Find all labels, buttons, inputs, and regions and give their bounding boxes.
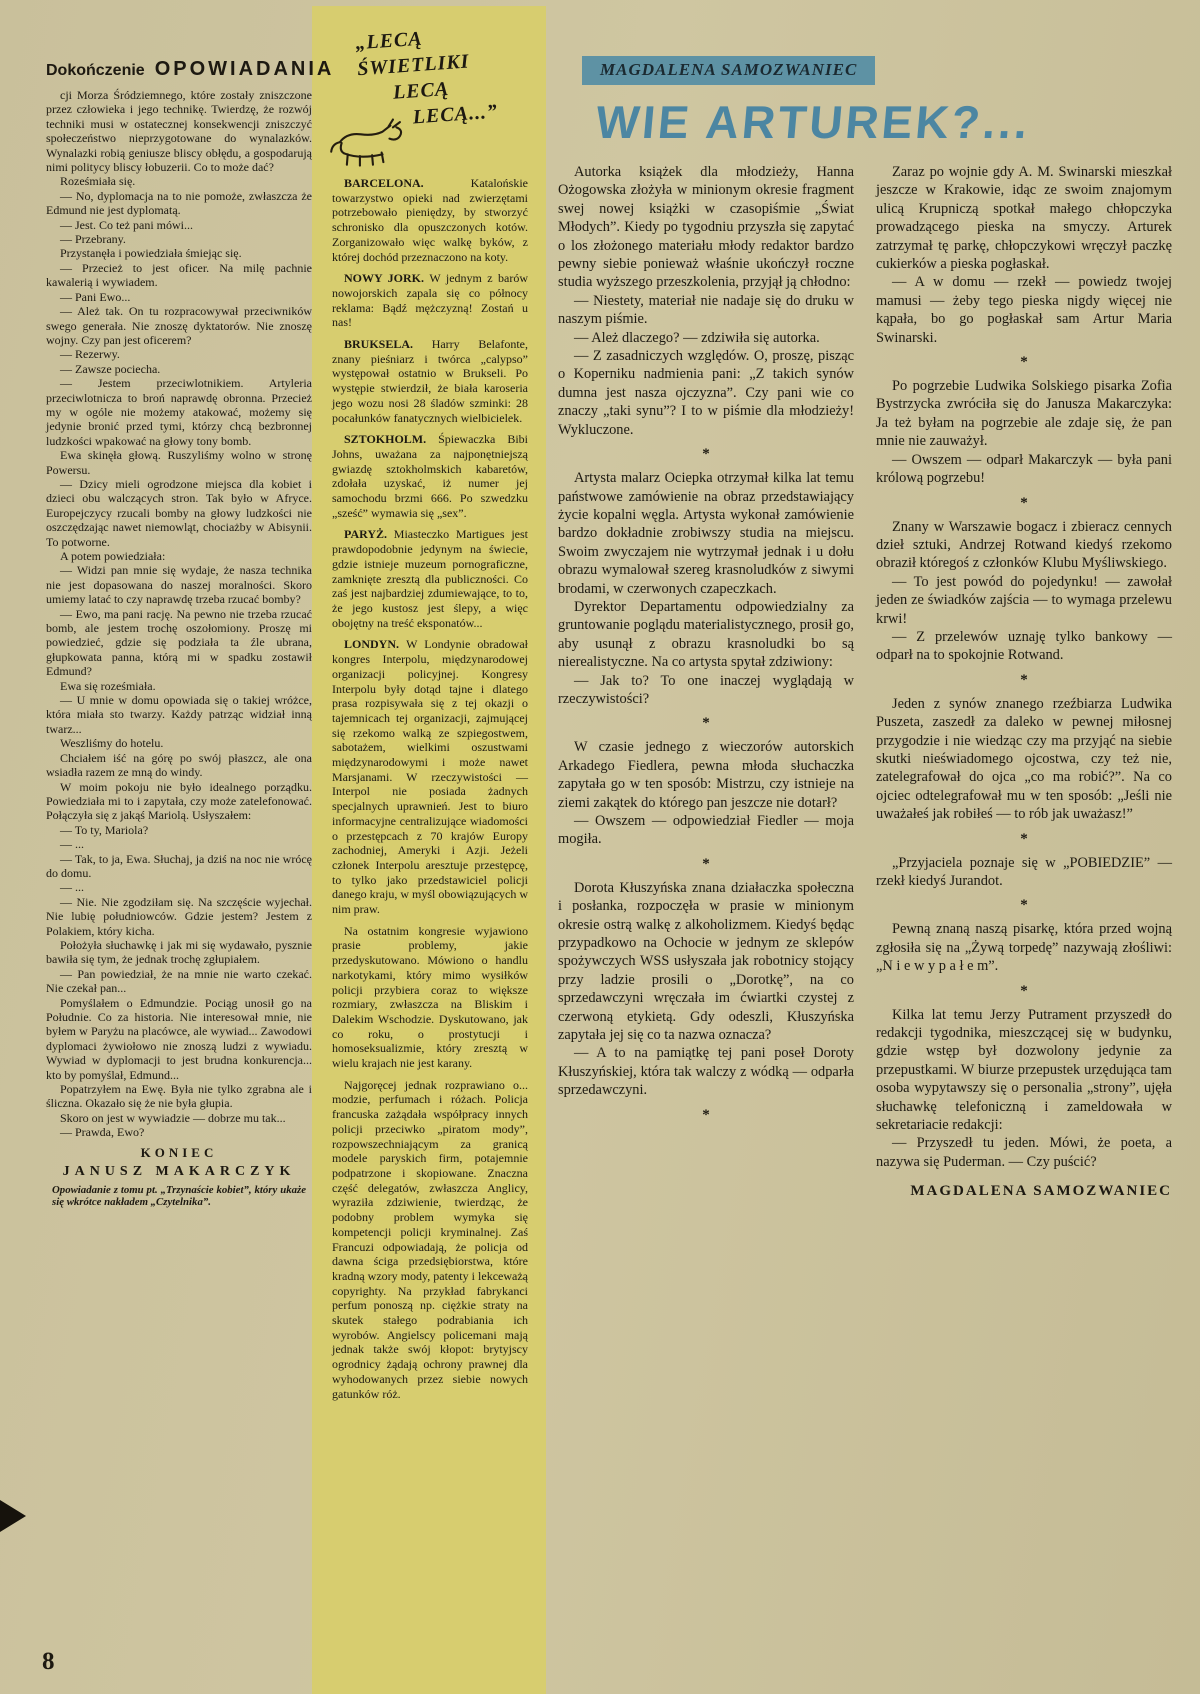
paragraph: — Tak, to ja, Ewa. Słuchaj, ja dziś na noc nie wrócę do domu.: [46, 851, 312, 880]
paragraph: — A to na pamiątkę tej pani poseł Doroty Kłuszyńskiej, która tak walczy z wódką — odparła sprzedawczyni.: [558, 1045, 854, 1099]
paragraph: — Owszem — odparł Makarczyk — była pani królową pogrzebu!: [876, 451, 1172, 487]
paragraph: Przystanęła i powiedziała śmiejąc się.: [60, 246, 242, 261]
star-separator: *: [1020, 897, 1028, 914]
feature-title: WIE ARTUREK?...: [593, 96, 1033, 148]
paragraph: — Niestety, materiał nie nadaje się do druku w naszym piśmie.: [558, 292, 854, 328]
news-title-line-2: LECĄ: [392, 77, 450, 104]
paragraph: — Z przelewów uznaję tylko bankowy — odparł na to spokojnie Rotwand.: [876, 628, 1172, 664]
paragraph: Skoro on jest w wywiadzie — dobrze mu tak...: [60, 1110, 286, 1125]
paragraph: Pomyślałem o Edmundzie. Pociąg unosił go na Południe. Co za historia. Nie interesował mnie, nie byłem w Paryżu na placówce, ale wywiad... Zawodowi dyplomaci żywiołowo nie znoszą ludzi z wywiadu. Wywiad w dyplomacji to jest brudna konkurencja... kto by pomyślał, Edmund...: [46, 995, 312, 1082]
paragraph: Dyrektor Departamentu odpowiedzialny za gruntowanie poglądu materialistycznego, prosił go, aby usunął z obrazu krasnoludki bo są nierealistyczne. Na co artysta spytał zdziwiony:: [558, 598, 854, 671]
paragraph: — Jest. Co też pani mówi...: [60, 217, 193, 232]
paragraph: Chciałem iść na górę po swój płaszcz, ale ona wsiadła razem ze mną do windy.: [46, 750, 312, 780]
news-item: PARYŻ. Miasteczko Martigues jest prawdopodobnie jedynym na świecie, gdzie istnieje muzeum pornograficzne, zamknięte zresztą dla publiczności. Co zaś jest najbardziej zdumiewające, to to, że jego kustosz jest ślepy, a więc obojętny na treść eksponatów...: [332, 527, 528, 630]
paragraph: — Ależ dlaczego? — zdziwiła się autorka.: [574, 329, 820, 346]
news-title-line-1: „LECĄ ŚWIETLIKI: [354, 27, 471, 81]
story-footnote: Opowiadanie z tomu pt. „Trzynaście kobiet”, który ukaże się wkrótce nakładem „Czytelnika”.: [52, 1183, 306, 1209]
paragraph: Autorka książek dla młodzieży, Hanna Ożogowska złożyła w minionym okresie fragment swej nowej książki w czasopiśmie „Świat Młodych”. Kiedy po tygodniu przyszła się zapytać o los złożonego materiału młody redaktor bardzo pewny siebie ponieważ właśnie ukończył roczne studia wyższego przeszkolenia, przyjął ją chłodno:: [558, 164, 854, 291]
paragraph: — Rezerwy.: [60, 347, 120, 362]
star-separator: *: [1020, 830, 1028, 847]
paragraph: Znany w Warszawie bogacz i zbieracz cennych dzieł sztuki, Andrzej Rotwand kiedyś rzekomo obraził któregoś z członków Klubu Myśliwskiego.: [876, 518, 1172, 572]
paragraph: — Przecież to jest oficer. Na milę pachnie kawalerią i wywiadem.: [46, 260, 312, 290]
feature-section: [558, 56, 1174, 1200]
paragraph: — Dzicy mieli ogrodzone miejsca dla kobiet i dzieci obu walczących stron. Tak było w Afryce. Europejczycy rzucali bomby na głowy ludzkości nie oszczędzając nawet niemowląt, chociażby w Abisynii. To potworne.: [46, 476, 312, 549]
page-number: 8: [42, 1648, 55, 1675]
paragraph: — Owszem — odpowiedział Fiedler — moja mogiła.: [558, 813, 854, 848]
story-header-prefix: Dokończenie: [46, 62, 145, 79]
paragraph: A potem powiedziała:: [60, 549, 166, 563]
paragraph: — Jestem przeciwlotnikiem. Artyleria przeciwlotnicza to broń naprawdę obronna. Przecież my w ogóle nie możemy atakować, możemy się jedynie bronić przed tymi, którzy chcą bezbronnej ludzkości wpakować na głowy tony bomb.: [46, 376, 312, 448]
star-separator: *: [1020, 354, 1028, 371]
paragraph: Popatrzyłem na Ewę. Była nie tylko zgrabna ale i śliczna. Okazało się że nie była głupia.: [46, 1082, 312, 1111]
paragraph: — To ty, Mariola?: [60, 822, 149, 837]
paragraph: Zaraz po wojnie gdy A. M. Swinarski mieszkał jeszcze w Krakowie, idąc ze swoim znajomym ulicą Krupniczą spotkał małego chłopczyka prowadzącego pieska na smyczy. Arturek zatrzymał tę parkę, chłopczykowi wręczył paczkę cukierków a pieska pogłaskał.: [876, 164, 1172, 273]
paragraph: — ...: [60, 837, 84, 852]
paragraph: — ...: [60, 880, 84, 895]
star-separator: *: [702, 715, 710, 732]
paragraph: — No, dyplomacja na to nie pomoże, zwłaszcza że Edmund nie jest dyplomatą.: [46, 188, 312, 218]
city-label: SZTOKHOLM.: [344, 432, 439, 447]
paragraph: Najgoręcej jednak rozprawiano o... modzie, perfumach i różach. Policja francuska zażądała współpracy innych policji przeciwko „piratom mody”, rozpowszechniającym za granicą modele paryskich firm, potajemnie podpatrzone i skopiowane. Znaczna część delegatów, zwłaszcza Anglicy, wyraziła zdziwienie, twierdząc, że podobny problem wymyka się kompetencji policji kryminalnej. Zaś Francuzi odpowiadają, że policja od dawna ściga przedsiębiorstwa, które kradną wzory mody, patenty i lekceważą copyrighty. Na przykład fabrykanci perfum ponoszą np. ciężkie straty na skutek stałego podrabiania ich wyrobów. Angielscy policemani mają jednak także swój kłopot: brytyjscy ogrodnicy żądają ochrony prawnej dla wyhodowanych przez siebie nowych gatunków róż.: [332, 1077, 528, 1401]
paragraph: Kilka lat temu Jerzy Putrament przyszedł do redakcji tygodnika, mieszczącej się w budynku, gdzie wstęp był dozwolony jedynie za przepustkami. W biurze przepustek urzędująca tam osoba wypytawszy się o personalia „strony”, ujęła słuchawkę telefoniczną i zameldowała w sekretariacie redakcji:: [876, 1006, 1172, 1134]
story-author: JANUSZ MAKARCZYK: [62, 1163, 296, 1179]
star-separator: *: [1020, 982, 1028, 999]
story-body: [46, 88, 312, 1140]
news-column: [318, 10, 542, 1408]
news-item: LONDYN. W Londynie obradował kongres Interpolu, międzynarodowej organizacji policyjnej. Kongresy Interpolu były dotąd tajne i dlatego prasa rozpisywała się z tej okazji o tajemnicach tej organizacji, zajmującej się rzekomo walką ze szpiegostwem, sabotażem, wielkimi oszustwami międzynarodowymi i może nawet Marsjanami. W rzeczywistości — Interpol nie posiada żadnych specjalnych uprawnień. Jest to biuro informacyjne centralizujące wiadomości o przestępcach z 70 krajów Europy zachodniej, Ameryki i Azji. Jeżeli członek Interpolu aresztuje przestępcę, to tylko jako przedstawiciel policji danego kraju, w myśl obowiązujących w nim praw.: [332, 637, 528, 917]
story-column: [46, 58, 335, 1209]
paragraph: W czasie jednego z wieczorów autorskich Arkadego Fiedlera, pewna młoda słuchaczka zapytała go w ten sposób: Mistrzu, czy istnieje na ziemi zakątek do którego pan jeszcze nie dotarł?: [558, 739, 854, 811]
paragraph: — To jest powód do pojedynku! — zawołał jeden ze świadków zajścia — to wymaga przelewu krwi!: [876, 573, 1172, 627]
paragraph: — Jak to? To one inaczej wyglądają w rzeczywistości?: [558, 672, 854, 707]
paragraph: — Zawsze pociecha.: [60, 361, 161, 376]
news-item: NOWY JORK. W jednym z barów nowojorskich zapala się co północy reklama: Bądź mężczyzną! Zostań u nas!: [332, 271, 529, 330]
star-separator: *: [702, 855, 710, 872]
news-item: BRUKSELA. Harry Belafonte, znany pieśniarz i twórca „calypso” występował ostatnio w Brukseli. Po występie stwierdził, że biała karoseria jego wozu nosi 28 śladów szminki: 28 pocałunków fanatycznych wielbicielek.: [332, 337, 528, 425]
news-item: SZTOKHOLM. Śpiewaczka Bibi Johns, uważana za najponętniejszą gwiazdę sztokholmskich kabaretów, zdołała uzyskać, iż numer jej samochodu brzmi 666. Po szwedzku „sześć” wymawia się „sex”.: [332, 432, 528, 520]
paragraph: Weszliśmy do hotelu.: [60, 736, 164, 751]
paragraph: — Ależ tak. On tu rozpracowywał przeciwników swego generała. Nie znoszę dyktatorów. Nie znoszę wojny. Czy pan jest oficerem?: [46, 304, 312, 347]
news-title-line-3: LECĄ...”: [412, 100, 499, 129]
feature-column-1: [558, 163, 854, 1200]
paragraph: Położyła słuchawkę i jak mi się wydawało, pysznie bawiła się tym, że jednak trochę zgłupiałem.: [46, 937, 312, 967]
paragraph: — Prawda, Ewo?: [60, 1125, 145, 1140]
page-edge-mark-icon: [0, 1500, 26, 1532]
paragraph: Artysta malarz Ociepka otrzymał kilka lat temu państwowe zamówienie na obraz przedstawiający życie kopalni węgla. Artysta wykonał zamówienie bardzo dokładnie zrobiwszy studia na miejscu. Swoim zwyczajem nie wytrzymał jednak i u dołu obrazu wymalował szereg krasnoludków z siwymi brodami, w czerwonych czapeczkach.: [558, 470, 854, 597]
paragraph: Pewną znaną naszą pisarkę, która przed wojną zgłosiła się na „Żywą torpedę” nazywają złośliwi: „N i e w y p a ł e m”.: [876, 921, 1172, 975]
paragraph: — Ewo, ma pani rację. Na pewno nie trzeba rzucać bomb, ale jestem trochę oszołomiony. Proszę mi powiedzieć, gdzie się podziała ta źle ubrana, głupkowata panna, którą mi w spadku zostawił Edmund?: [46, 606, 312, 679]
city-label: PARYŻ.: [344, 527, 394, 542]
star-separator: *: [1020, 671, 1028, 688]
city-label: NOWY JORK.: [344, 271, 430, 286]
city-label: LONDYN.: [344, 637, 407, 652]
city-label: BARCELONA.: [344, 176, 471, 190]
city-label: BRUKSELA.: [344, 337, 432, 352]
paragraph: „Przyjaciela poznaje się w „POBIEDZIE” — rzekł kiedyś Jurandot.: [876, 854, 1172, 889]
star-separator: *: [1020, 494, 1028, 511]
paragraph: cji Morza Śródziemnego, które zostały zniszczone przez człowieka i jego technikę. Twierdzę, że rozwój techniki musi w ostatecznej konsekwencji zniszczyć społeczeństwo nieprzygotowane do wynalazków. Wynalazki robią geniusze bliscy obłędu, a gospodarują nimi politycy bliscy łobuzerii. Co to może dać?: [46, 88, 312, 175]
star-separator: *: [702, 446, 710, 463]
paragraph: — U mnie w domu opowiada się o takiej wróżce, która miała sto twarzy. Każdy patrząc widział inną twarz...: [46, 693, 312, 736]
news-item: BARCELONA. Katalońskie towarzystwo opieki nad zwierzętami potrzebowało pieniędzy, by stworzyć schronisko dla opuszczonych kotów. Zorganizowało więc walkę byków, z której dochód przeznaczono na koty.: [332, 176, 528, 264]
donkey-icon: [326, 116, 406, 170]
paragraph: W moim pokoju nie było idealnego porządku. Powiedziała mi to i zapytała, czy może zatelefonować. Połączyła się z jakąś Mariolą. Usłyszałem:: [46, 779, 312, 823]
paragraph: — Przyszedł tu jeden. Mówi, że poeta, a nazywa się Puderman. — Czy puścić?: [876, 1135, 1172, 1170]
paragraph: Po pogrzebie Ludwika Solskiego pisarka Zofia Bystrzycka zwróciła się do Janusza Makarczyka: Ja też byłam na pogrzebie ale zdaje się, że pan mnie nie zauważył.: [876, 378, 1172, 450]
paragraph: — Pani Ewo...: [60, 289, 131, 304]
star-separator: *: [702, 1106, 710, 1123]
paragraph: Roześmiała się.: [60, 174, 136, 189]
paragraph: — Pan powiedział, że na mnie nie warto czekać. Nie czekał pan...: [46, 966, 312, 996]
paragraph: Jeden z synów znanego rzeźbiarza Ludwika Puszeta, zaszedł za daleko w pewnej miłosnej przygodzie i nie wiedząc czy ma przyjąć na siebie skutki nieświadomego ojcostwa, czy też nie, zatelegrafował do ojca „co ma robić?”. Na co ojciec odtelegrafował mu w ten sposób: „Jeśli nie uważałeś jak robiłeś — to rób jak uważasz!”: [876, 695, 1172, 823]
paragraph: Na ostatnim kongresie wyjawiono prasie problemy, jakie przedyskutowano. Mówiono o handlu narkotykami, który mimo wysiłków policji przybiera coraz to większe rozmiary, zwłaszcza na Bliskim i Dalekim Wschodzie. Dyskutowano, jak co roku, o prostytucji i homoseksualizmie, który zresztą w wielu krajach nie jest karany.: [332, 923, 528, 1071]
story-ending-label: KONIEC: [140, 1144, 218, 1160]
paragraph: — Przebrany.: [60, 232, 126, 247]
paragraph: Dorota Kłuszyńska znana działaczka społeczna i posłanka, rozpoczęła w prasie w minionym okresie ostrą walkę z alkoholizmem. Kiedyś będąc przypadkowo na Ochocie w jednym ze sklepów spożywczych WSS usłyszała jak robotnicy stojący przy ladzie prosili o „Dorotkę”, na co sprzedawczyni wręczała im ćwiartki czystej z czerwoną etykietą. Gdy odeszli, Kłuszyńska zapytała jej się co ta nazwa oznacza?: [558, 879, 854, 1044]
news-items: [318, 176, 542, 1401]
news-column-title-block: [318, 24, 542, 176]
paragraph: Ewa skinęła głową. Ruszyliśmy wolno w stronę Powersu.: [46, 448, 312, 477]
byline-badge: MAGDALENA SAMOZWANIEC: [582, 56, 875, 85]
feature-column-2: [876, 163, 1172, 1200]
paragraph: Ewa się roześmiała.: [60, 678, 156, 693]
paragraph: — Z zasadniczych względów. O, proszę, pisząc o Koperniku nadmienia pani: „Z takich synów dumna jest nasza ojczyzna”. Czy pani wie co znaczy „taki synu”? I to w piśmie dla młodzieży! Wykluczone.: [558, 348, 854, 438]
feature-columns: [558, 163, 1174, 1200]
feature-footer-author: MAGDALENA SAMOZWANIEC: [910, 1183, 1172, 1200]
story-header: [46, 58, 335, 81]
paragraph: — A w domu — rzekł — powiedz twojej mamusi — żeby tego pieska nigdy więcej nie kąpała, bo go pogłaskał sam Artur Maria Swinarski.: [876, 274, 1172, 346]
paragraph: — Widzi pan mnie się wydaje, że nasza technika nie jest dopasowana do naszej moralności. Skoro umiemy latać to czy naprawdę trzeba rzucać bomby?: [46, 563, 312, 607]
feature-column-2-body: [876, 163, 1172, 1171]
story-header-title: OPOWIADANIA: [154, 58, 335, 80]
paragraph: — Nie. Nie zgodziłam się. Na szczęście wyjechał. Nie lubię południowców. Gdzie jestem? Jestem z Polakiem, który kicha.: [46, 894, 312, 938]
